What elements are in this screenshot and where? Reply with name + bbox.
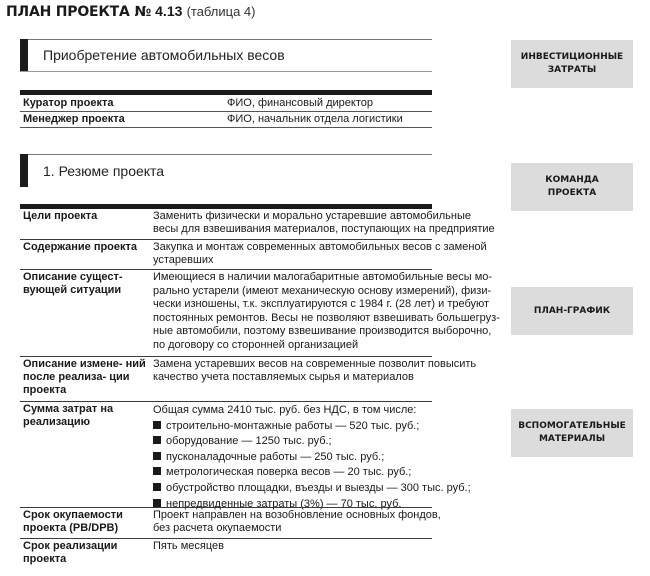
costs-intro: Общая сумма 2410 тыс. руб. без НДС, в том числе: [153, 404, 417, 416]
table-row-goals [20, 209, 495, 239]
nav-supporting-materials-button[interactable]: ВСПОМОГАТЕЛЬНЫЕ МАТЕРИАЛЫ [511, 409, 633, 457]
table-row-current-situation [20, 269, 500, 356]
nav-investment-costs-button[interactable]: ИНВЕСТИЦИОННЫЕ ЗАТРАТЫ [511, 40, 633, 88]
cost-item: строительно-монтажные работы — 520 тыс. руб.; [153, 419, 431, 435]
table-row-costs [20, 401, 471, 510]
people-table-top-rule [20, 90, 432, 95]
cost-item: обустройство площадки, въезды и выезды — 300 тыс. руб.; [153, 481, 431, 497]
curator-label: Куратор проекта [23, 97, 114, 109]
table-row-duration [20, 538, 432, 571]
plan-label: ПЛАН ПРОЕКТА № [6, 4, 151, 20]
cost-item: метрологическая поверка весов — 20 тыс. руб.; [153, 465, 431, 481]
table-row-content [20, 239, 487, 269]
row-value-payback: Проект направлен на возобновление основных фондов, без расчета окупаемости [153, 509, 441, 535]
row-label-costs: Сумма затрат на реализацию [23, 403, 114, 428]
cost-item: непредвиденные затраты (3%) — 70 тыс. руб. [153, 497, 431, 513]
nav-project-team-button[interactable]: КОМАНДА ПРОЕКТА [511, 163, 633, 211]
cost-item: пусконаладочные работы — 250 тыс. руб.; [153, 450, 431, 466]
row-value-duration: Пять месяцев [153, 540, 224, 552]
row-label-payback: Срок окупаемости проекта (PB/DPB) [23, 509, 123, 534]
cost-item: оборудование — 1250 тыс. руб.; [153, 434, 431, 450]
section-top-line [20, 39, 432, 40]
row-value-current-situation: Имеющиеся в наличии малогабаритные автомобильные весы мо- рально устарели (имеют механическую основу измерений), физи- чески изношены, т.к. эксплуатируются с 1984 г. (28 лет) и требуют постоянных ремонтов. Весы не позволяют взвешивать большегруз- ные автомобили, поэтому взвешивание производится выборочно, по договору со сторонней организацией [153, 271, 500, 351]
project-title: Приобретение автомобильных весов [43, 47, 285, 63]
manager-label: Менеджер проекта [23, 113, 125, 125]
table-reference: (таблица 4) [186, 4, 256, 19]
section-marker-bar [20, 39, 28, 72]
resume-section-marker-bar [20, 154, 28, 187]
row-value-costs [153, 403, 471, 512]
resume-section-top-line [20, 154, 432, 155]
row-label-content: Содержание проекта [23, 241, 138, 253]
nav-schedule-button[interactable]: ПЛАН-ГРАФИК [511, 287, 633, 335]
section-bottom-line [20, 71, 432, 72]
people-table-divider [20, 111, 432, 112]
document-title [6, 2, 256, 21]
people-table-bottom-rule [20, 127, 432, 128]
row-label-goals: Цели проекта [23, 210, 98, 222]
row-value-content: Закупка и монтаж современных автомобильных весов с заменой устаревших [153, 241, 487, 267]
table-row-payback [20, 507, 441, 538]
table-row-after-project [20, 356, 477, 401]
row-label-after-project: Описание измене- ний после реализа- ции проекта [23, 358, 146, 396]
manager-value: ФИО, начальник отдела логистики [227, 113, 403, 125]
plan-number: 4.13 [155, 3, 183, 19]
resume-section-title: 1. Резюме проекта [43, 163, 165, 179]
curator-value: ФИО, финансовый директор [227, 97, 373, 109]
row-value-after-project: Замена устаревших весов на современные позволит повысить качество учета поставляемых сырья и материалов [153, 358, 477, 384]
row-value-goals: Заменить физически и морально устаревшие автомобильные весы для взвешивания материалов, поступающих на предприятие [153, 210, 495, 236]
project-summary-table [20, 209, 500, 571]
row-label-duration: Срок реализации проекта [23, 540, 118, 565]
row-label-current-situation: Описание сущест- вующей ситуации [23, 271, 123, 296]
